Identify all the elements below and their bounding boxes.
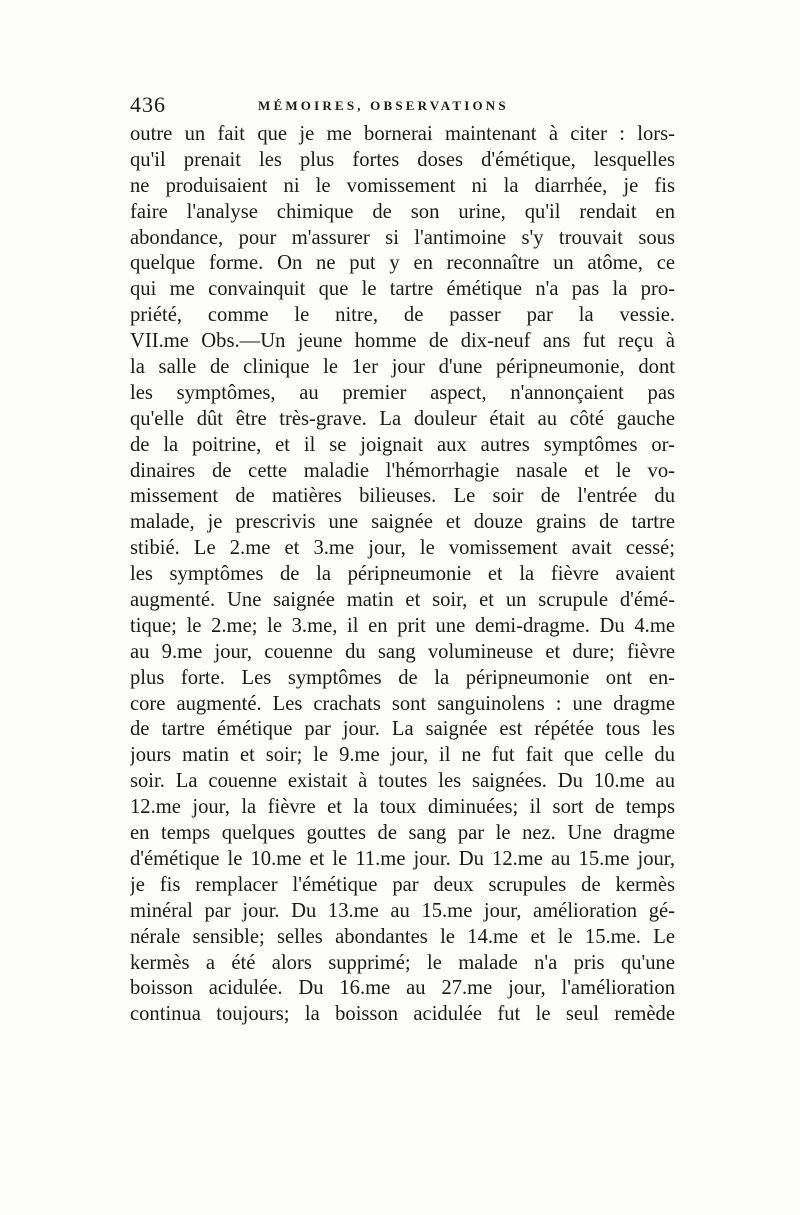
text-line: missement de matières bilieuses. Le soir de l'entrée du — [130, 485, 675, 508]
text-line: quelque forme. On ne put y en reconnaître un atôme, ce — [130, 252, 675, 275]
body-text — [130, 122, 675, 1028]
text-line: VII.me Obs.—Un jeune homme de dix-neuf ans fut reçu à — [130, 330, 675, 353]
text-line: augmenté. Une saignée matin et soir, et un scrupule d'émé- — [130, 589, 675, 612]
text-line: plus forte. Les symptômes de la péripneumonie ont en- — [130, 666, 675, 689]
text-line: kermès a été alors supprimé; le malade n'a pris qu'une — [130, 951, 675, 974]
text-line: boisson acidulée. Du 16.me au 27.me jour, l'amélioration — [130, 977, 675, 1000]
text-line: priété, comme le nitre, de passer par la vessie. — [130, 304, 675, 327]
page-number: 436 — [130, 92, 166, 117]
text-line: soir. La couenne existait à toutes les saignées. Du 10.me au — [130, 770, 675, 793]
text-line: en temps quelques gouttes de sang par le nez. Une dragme — [130, 822, 675, 845]
text-line: core augmenté. Les crachats sont sanguinolens : une dragme — [130, 692, 675, 715]
text-line: les symptômes, au premier aspect, n'annonçaient pas — [130, 381, 675, 404]
text-line: jours matin et soir; le 9.me jour, il ne fut fait que celle du — [130, 744, 675, 767]
text-line: nérale sensible; selles abondantes le 14.me et le 15.me. Le — [130, 925, 675, 948]
running-title: MÉMOIRES, OBSERVATIONS — [258, 98, 509, 113]
text-line: 12.me jour, la fièvre et la toux diminuées; il sort de temps — [130, 796, 675, 819]
text-line: stibié. Le 2.me et 3.me jour, le vomissement avait cessé; — [130, 537, 675, 560]
text-line: minéral par jour. Du 13.me au 15.me jour, amélioration gé- — [130, 899, 675, 922]
text-line: de la poitrine, et il se joignait aux autres symptômes or- — [130, 433, 675, 456]
text-line: qu'elle dût être très-grave. La douleur était au côté gauche — [130, 407, 675, 430]
text-line: tique; le 2.me; le 3.me, il en prit une demi-dragme. Du 4.me — [130, 614, 675, 637]
text-line: dinaires de cette maladie l'hémorrhagie nasale et le vo- — [130, 459, 675, 482]
text-line: qu'il prenait les plus fortes doses d'émétique, lesquelles — [130, 148, 675, 171]
text-line: d'émétique le 10.me et le 11.me jour. Du 12.me au 15.me jour, — [130, 847, 675, 870]
text-line: malade, je prescrivis une saignée et douze grains de tartre — [130, 511, 675, 534]
text-line: la salle de clinique le 1er jour d'une péripneumonie, dont — [130, 356, 675, 379]
text-line: outre un fait que je me bornerai maintenant à citer : lors- — [130, 123, 675, 145]
text-line: je fis remplacer l'émétique par deux scrupules de kermès — [130, 873, 675, 896]
text-line: qui me convainquit que le tartre émétique n'a pas la pro- — [130, 278, 675, 301]
page-header — [130, 92, 675, 120]
text-line: ne produisaient ni le vomissement ni la diarrhée, je fis — [130, 174, 675, 197]
text-line: continua toujours; la boisson acidulée fut le seul remède — [130, 1003, 675, 1026]
text-line: au 9.me jour, couenne du sang volumineuse et dure; fièvre — [130, 640, 675, 663]
text-line: faire l'analyse chimique de son urine, qu'il rendait en — [130, 200, 675, 223]
text-line: les symptômes de la péripneumonie et la fièvre avaient — [130, 563, 675, 586]
text-line: de tartre émétique par jour. La saignée est répétée tous les — [130, 718, 675, 741]
text-line: abondance, pour m'assurer si l'antimoine s'y trouvait sous — [130, 226, 675, 249]
